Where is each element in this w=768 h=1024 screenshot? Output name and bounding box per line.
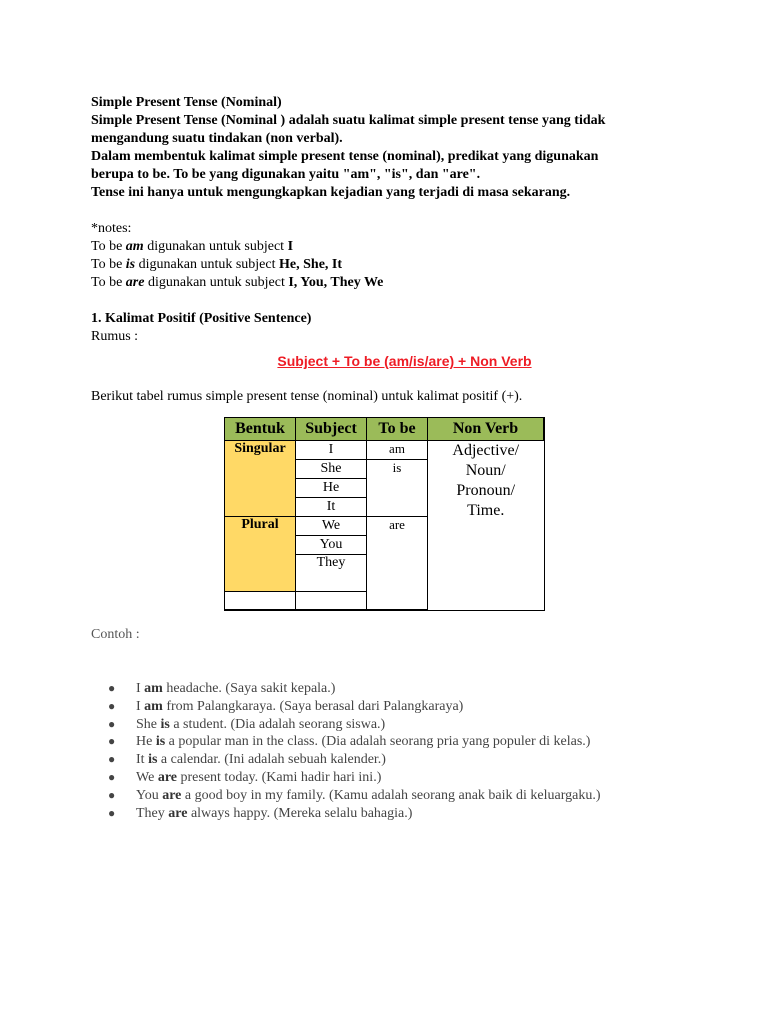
formula: Subject + To be (am/is/are) + Non Verb (277, 353, 532, 369)
list-item: ● They are always happy. (Mereka selalu bahagia.) (108, 805, 413, 821)
tobe-am: am (367, 441, 428, 460)
document-body (91, 94, 678, 406)
bullet-icon: ● (108, 698, 116, 713)
nonverb-line: Adjective/ (452, 442, 520, 459)
formation-line-2: berupa to be. To be yang digunakan yaitu "am", "is", dan "are". (91, 167, 481, 182)
subject-empty-cell (296, 592, 367, 611)
nonverb-cell (428, 441, 545, 611)
note-are: To be are digunakan untuk subject I, You, They We (91, 275, 384, 290)
header-tobe: To be (367, 418, 428, 441)
formation-line-1: Dalam membentuk kalimat simple present tense (nominal), predikat yang digunakan (91, 149, 599, 164)
list-item: ● I am headache. (Saya sakit kepala.) (108, 681, 336, 696)
subject-cell: You (296, 536, 367, 555)
list-item: ● He is a popular man in the class. (Dia adalah seorang pria yang populer di kelas.) (108, 734, 591, 750)
examples-heading: Contoh : (91, 627, 140, 642)
note-am: To be am digunakan untuk subject I (91, 239, 294, 254)
subject-cell: She (296, 460, 367, 479)
definition-line-2: mengandung suatu tindakan (non verbal). (91, 131, 343, 146)
subject-cell: I (296, 441, 367, 460)
bullet-icon: ● (108, 787, 116, 802)
nonverb-line: Pronoun/ (456, 482, 516, 499)
subject-cell: It (296, 498, 367, 517)
note-is: To be is digunakan untuk subject He, She, It (91, 257, 343, 272)
list-item: ● You are a good boy in my family. (Kamu adalah seorang anak baik di keluargaku.) (108, 787, 601, 803)
bullet-icon: ● (108, 769, 116, 784)
tobe-is: is (367, 460, 428, 517)
bentuk-plural: Plural (225, 517, 296, 592)
tense-usage-line: Tense ini hanya untuk mengungkapkan kejadian yang terjadi di masa sekarang. (91, 185, 571, 200)
bullet-icon: ● (108, 805, 116, 820)
notes-heading: *notes: (91, 221, 132, 236)
bentuk-empty-cell (225, 592, 296, 611)
header-nonverb: Non Verb (428, 418, 545, 441)
bullet-icon: ● (108, 752, 116, 767)
page-title: Simple Present Tense (Nominal) (91, 95, 282, 110)
subject-cell: He (296, 479, 367, 498)
bentuk-singular: Singular (225, 441, 296, 517)
section-heading-positive: 1. Kalimat Positif (Positive Sentence) (91, 311, 312, 326)
formula-table (224, 417, 545, 611)
bullet-icon: ● (108, 734, 116, 749)
tobe-are: are (367, 517, 428, 611)
table-header-row (225, 418, 545, 441)
subject-cell: We (296, 517, 367, 536)
bullet-icon: ● (108, 716, 116, 731)
list-item: ● I am from Palangkaraya. (Saya berasal dari Palangkaraya) (108, 698, 464, 714)
list-item: ● She is a student. (Dia adalah seorang siswa.) (108, 716, 386, 732)
list-item: ● It is a calendar. (Ini adalah sebuah kalender.) (108, 752, 386, 768)
table-intro: Berikut tabel rumus simple present tense (nominal) untuk kalimat positif (+). (91, 389, 523, 404)
rumus-label: Rumus : (91, 329, 139, 344)
header-subject: Subject (296, 418, 367, 441)
definition-line-1: Simple Present Tense (Nominal ) adalah suatu kalimat simple present tense yang tidak (91, 113, 606, 128)
nonverb-line: Time. (467, 502, 505, 519)
examples-list (108, 680, 601, 822)
subject-cell: They (296, 555, 367, 592)
header-bentuk: Bentuk (225, 418, 296, 441)
nonverb-line: Noun/ (465, 462, 506, 479)
bullet-icon: ● (108, 681, 116, 695)
list-item: ● We are present today. (Kami hadir hari ini.) (108, 769, 382, 785)
